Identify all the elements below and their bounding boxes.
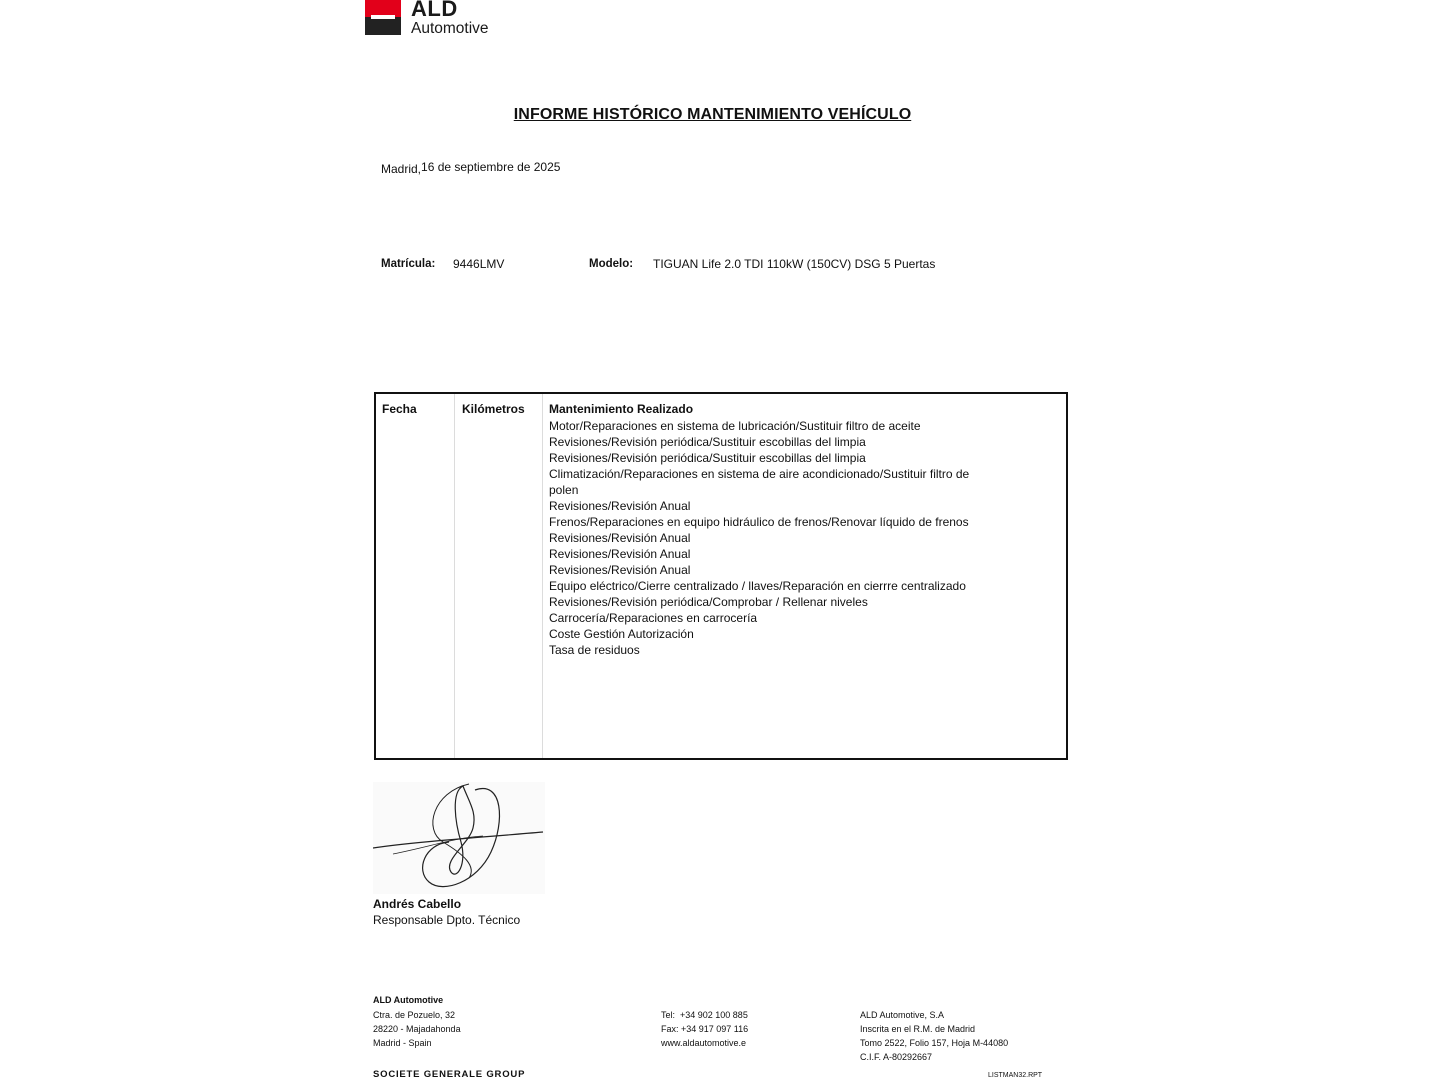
signatory-name: Andrés Cabello <box>373 897 462 911</box>
footer-contact-line: www.aldautomotive.e <box>661 1038 747 1048</box>
date-value: 16 de septiembre de 2025 <box>421 160 561 174</box>
list-item: Climatización/Reparaciones en sistema de aire acondicionado/Sustituir filtro de polen <box>549 467 970 497</box>
footer-registry-line: Inscrita en el R.M. de Madrid <box>860 1024 976 1034</box>
footer-registry-line: C.I.F. A-80292667 <box>860 1052 933 1062</box>
ald-logo-mark <box>365 0 401 35</box>
list-item: Revisiones/Revisión Anual <box>549 547 691 561</box>
model-value: TIGUAN Life 2.0 TDI 110kW (150CV) DSG 5 Puertas <box>653 257 936 271</box>
plate-label: Matrícula: <box>381 258 436 270</box>
list-item: Carrocería/Reparaciones en carrocería <box>549 611 758 625</box>
logo-subtitle: Automotive <box>411 20 489 37</box>
footer-address-line: Ctra. de Pozuelo, 32 <box>373 1010 456 1020</box>
list-item: Revisiones/Revisión Anual <box>549 563 691 577</box>
logo-brand: ALD <box>411 0 458 21</box>
list-item: Motor/Reparaciones en sistema de lubricación/Sustituir filtro de aceite <box>549 419 921 433</box>
list-item: Revisiones/Revisión periódica/Sustituir escobillas del limpia <box>549 435 866 449</box>
document-title: INFORME HISTÓRICO MANTENIMIENTO VEHÍCULO <box>513 106 912 123</box>
maintenance-list <box>549 418 989 658</box>
list-item: Coste Gestión Autorización <box>549 627 694 641</box>
footer-address-line: 28220 - Majadahonda <box>373 1024 461 1034</box>
header-mantenimiento: Mantenimiento Realizado <box>549 402 694 416</box>
footer-address-line: Madrid - Spain <box>373 1038 432 1048</box>
footer-contact-line: Tel: +34 902 100 885 <box>661 1010 748 1020</box>
model-label: Modelo: <box>589 258 634 270</box>
column-divider <box>454 394 455 758</box>
maintenance-table <box>374 392 1068 760</box>
group-name: SOCIETE GENERALE GROUP <box>373 1069 526 1080</box>
list-item: Revisiones/Revisión periódica/Comprobar / Rellenar niveles <box>549 595 868 609</box>
date-city: Madrid, <box>381 162 422 176</box>
footer-contact-line: Fax: +34 917 097 116 <box>661 1024 749 1034</box>
footer-registry-line: Tomo 2522, Folio 157, Hoja M-44080 <box>860 1038 1009 1048</box>
plate-value: 9446LMV <box>453 257 505 271</box>
list-item: Revisiones/Revisión periódica/Sustituir escobillas del limpia <box>549 451 866 465</box>
signatory-role: Responsable Dpto. Técnico <box>373 913 521 927</box>
footer-registry-line: ALD Automotive, S.A <box>860 1010 945 1020</box>
column-divider <box>542 394 543 758</box>
header-kilometros: Kilómetros <box>462 402 525 416</box>
date-line <box>381 160 560 174</box>
header-fecha: Fecha <box>382 402 417 416</box>
list-item: Equipo eléctrico/Cierre centralizado / llaves/Reparación en cierrre centralizado <box>549 579 966 593</box>
signature-image <box>373 782 545 894</box>
footer-company: ALD Automotive <box>373 995 444 1005</box>
list-item: Frenos/Reparaciones en equipo hidráulico de frenos/Renovar líquido de frenos <box>549 515 969 529</box>
list-item: Tasa de residuos <box>549 643 640 657</box>
list-item: Revisiones/Revisión Anual <box>549 499 691 513</box>
list-item: Revisiones/Revisión Anual <box>549 531 691 545</box>
report-code: LISTMAN32.RPT <box>988 1072 1043 1079</box>
